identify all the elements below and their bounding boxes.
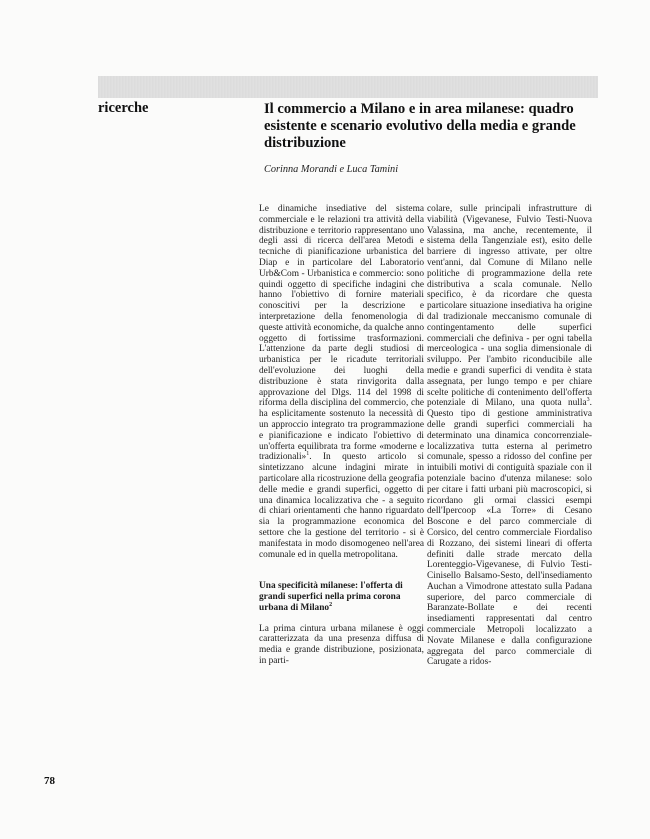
footnote-ref: 3: [586, 397, 590, 404]
body-paragraph: Le dinamiche insediative del sistema commerciale e le relazioni tra attività della distribuzione e territorio rappresentano uno degli assi di ricerca dell'area Metodi e tecniche di pianificazione urbanistica del Diap e in particolare del Laboratorio Urb&Com - Urbanistica e commercio: sono quindi oggetto di specifiche indagini che hanno l'obiettivo di fornire materiali conoscitivi per la descrizione e interpretazione della fenomenologia di queste attività economiche, da qualche anno oggetto di fortissime trasformazioni. L'attenzione da parte degli studiosi di urbanistica per le ricadute territoriali dell'evoluzione dei luoghi della distribuzione è stata rinvigorita dalla approvazione del Dlgs. 114 del 1998 di riforma della disciplina del commercio, che ha esplicitamente sostenuto la necessità di un approccio integrato tra programmazione e pianificazione e indicato l'obiettivo di un'offerta equilibrata tra forme «moderne e tradizionali»$^1$. In questo articolo si sintetizzano alcune indagini mirate in particolare alla ricostruzione della geografia delle medie e grandi superfici, oggetto di una dinamica localizzativa che - a seguito di chiari orientamenti che hanno riguardato sia la programmazione economica del settore che la gestione del territorio - si è manifestata in modo disomogeneo nell'area comunale ed in quella metropolitana.: [259, 204, 425, 560]
header-rule-bar: [98, 76, 598, 98]
page-number: 78: [44, 775, 55, 787]
article-authors: Corinna Morandi e Luca Tamini: [264, 164, 399, 175]
section-label: ricerche: [98, 100, 149, 116]
section-subheading: Una specificità milanese: l'offerta di grandi superfici nella prima corona urbana di Milano$^2$: [259, 581, 403, 613]
text-column-right: [427, 204, 592, 668]
footnote-ref: 2: [329, 601, 333, 608]
body-paragraph: colare, sulle principali infrastrutture di viabilità (Vigevanese, Fulvio Testi-Nuova Valassina, ma anche, recentemente, il sistema della Tangenziale est), esito delle barriere di ingresso attivate, per oltre vent'anni, dal Comune di Milano nelle politiche di programmazione della rete distributiva a scala comunale. Nello specifico, è da ricordare che questa particolare situazione insediativa ha origine dal tradizionale meccanismo comunale di contingentamento delle superfici commerciali che definiva - per ogni tabella merceologica - una soglia dimensionale di sviluppo. Per l'ambito riconducibile alle medie e grandi superfici di vendita è stata assegnata, per lungo tempo e per chiare scelte politiche di contenimento dell'offerta potenziale di Milano, una quota nulla$^3$. Questo tipo di gestione amministrativa delle grandi superfici commerciali ha determinato una dinamica concorrenziale-localizzativa tutta esterna al perimetro comunale, spesso a ridosso del confine per intuibili motivi di contiguità spaziale con il potenziale bacino d'utenza milanese: solo per citare i fatti urbani più macroscopici, si ricordano gli ormai classici esempi dell'Ipercoop «La Torre» di Cesano Boscone e del parco commerciale di Corsico, del centro commerciale Fiordaliso di Rozzano, dei sistemi lineari di offerta definiti dalle strade mercato della Lorenteggio-Vigevanese, di Fulvio Testi-Cinisello Balsamo-Sesto, dell'insediamento Auchan a Vimodrone attestato sulla Padana superiore, del parco commerciale di Baranzate-Bollate e dei recenti insediamenti rappresentati dal centro commerciale Metropoli localizzato a Novate Milanese e dalla configurazione aggregata del parco commerciale di Carugate a ridos-: [427, 204, 592, 668]
text-column-left: [259, 204, 424, 667]
body-paragraph: La prima cintura urbana milanese è oggi caratterizzata da una presenza diffusa di media e grande distribuzione, posizionata, in parti-: [259, 623, 424, 667]
footnote-ref: 1: [306, 451, 310, 458]
article-title: Il commercio a Milano e in area milanese: quadro esistente e scenario evolutivo della media e grande distribuzione: [264, 101, 576, 151]
